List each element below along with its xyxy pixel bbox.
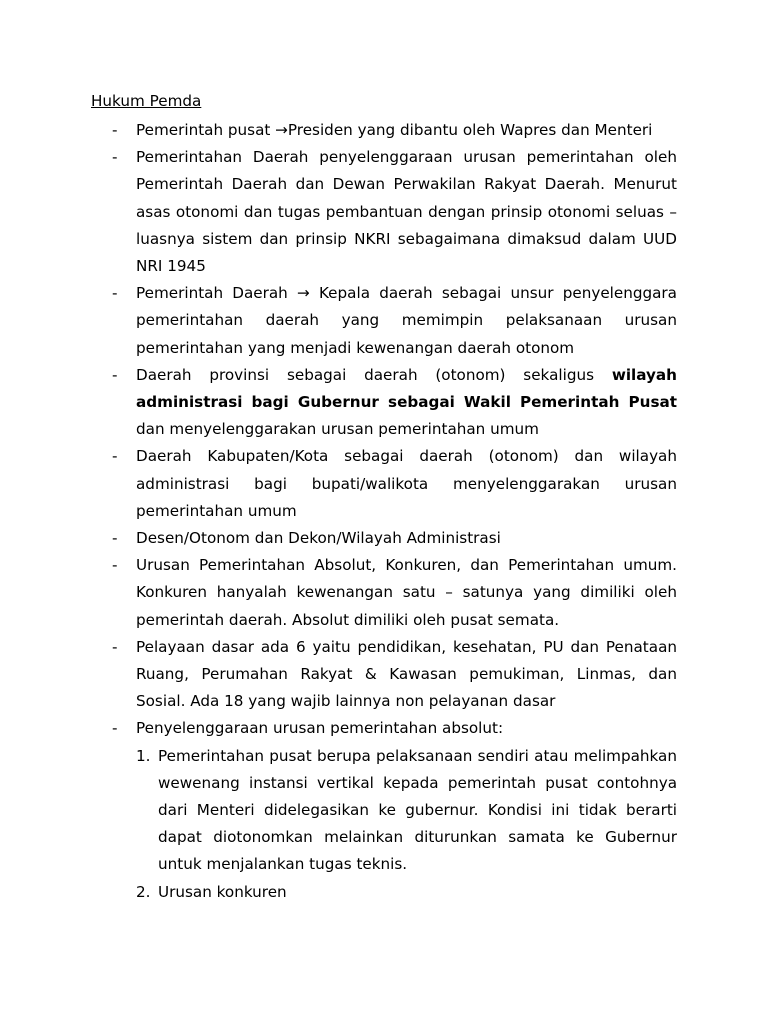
- dash-marker: -: [112, 148, 118, 167]
- dash-marker: -: [112, 447, 118, 466]
- list-item: [91, 362, 677, 444]
- dash-marker: -: [112, 365, 118, 384]
- list-item: [91, 634, 677, 716]
- list-item: [91, 144, 677, 280]
- list-item: [91, 443, 677, 525]
- item-text: Pelayaan dasar ada 6 yaitu pendidikan, kesehatan, PU dan Penataan Ruang, Perumahan Rakyat & Kawasan pemukiman, Linmas, dan Sosial. Ada 18 yang wajib lainnya non pelayanan dasar: [136, 637, 677, 711]
- number-marker: 2.: [136, 882, 151, 901]
- item-text: Kepala daerah sebagai unsur penyelenggara pemerintahan daerah yang memimpin pelaksanaan urusan pemerintahan yang menjadi kewenangan daerah otonom: [136, 284, 677, 357]
- item-text: Urusan Pemerintahan Absolut, Konkuren, dan Pemerintahan umum. Konkuren hanyalah kewenangan satu – satunya yang dimiliki oleh pemerintah daerah. Absolut dimiliki oleh pusat semata.: [136, 556, 677, 629]
- list-item: [91, 525, 677, 552]
- item-text: Urusan konkuren: [158, 882, 287, 901]
- dash-marker: -: [112, 719, 118, 738]
- document-title: Hukum Pemda: [91, 92, 202, 110]
- list-item: [91, 552, 677, 634]
- bullet-list: [91, 117, 677, 906]
- numbered-item: [91, 879, 677, 906]
- item-text: Pemerintah Daerah: [136, 284, 298, 303]
- item-text: Presiden yang dibantu oleh Wapres dan Menteri: [287, 121, 653, 139]
- item-text: Daerah Kabupaten/Kota sebagai daerah (otonom) dan wilayah administrasi bagi bupati/walikota menyelenggarakan urusan pemerintahan umum: [136, 447, 677, 520]
- arrow-icon: →: [275, 121, 288, 139]
- item-text: Penyelenggaraan urusan pemerintahan absolut:: [136, 719, 504, 738]
- list-item: [91, 280, 677, 362]
- item-text: Pemerintahan Daerah penyelenggaraan urusan pemerintahan oleh Pemerintah Daerah dan Dewan Perwakilan Rakyat Daerah. Menurut asas otonomi dan tugas pembantuan dengan prinsip otonomi seluas – luasnya sistem dan prinsip NKRI sebagaimana dimaksud dalam UUD NRI 1945: [136, 148, 677, 276]
- list-item: [91, 715, 677, 742]
- numbered-item: [91, 743, 677, 879]
- arrow-icon: →: [297, 284, 310, 303]
- dash-marker: -: [112, 529, 118, 548]
- item-text: Pemerintah pusat: [136, 121, 276, 139]
- dash-marker: -: [112, 284, 118, 303]
- item-text: dan menyelenggarakan urusan pemerintahan umum: [136, 420, 539, 439]
- number-marker: 1.: [136, 746, 151, 765]
- list-item: [91, 117, 677, 144]
- item-text: Desen/Otonom dan Dekon/Wilayah Administrasi: [136, 529, 501, 548]
- dash-marker: -: [112, 121, 118, 139]
- item-text: Daerah provinsi sebagai daerah (otonom) sekaligus: [136, 365, 612, 384]
- item-text: Pemerintahan pusat berupa pelaksanaan sendiri atau melimpahkan wewenang instansi vertikal kepada pemerintah pusat contohnya dari Menteri didelegasikan ke gubernur. Kondisi ini tidak berarti dapat diotonomkan melainkan diturunkan samata ke Gubernur untuk menjalankan tugas teknis.: [158, 746, 677, 874]
- dash-marker: -: [112, 556, 118, 575]
- item-bold-text: wilayah administrasi bagi Gubernur sebagai Wakil Pemerintah Pusat: [136, 365, 677, 412]
- dash-marker: -: [112, 637, 118, 656]
